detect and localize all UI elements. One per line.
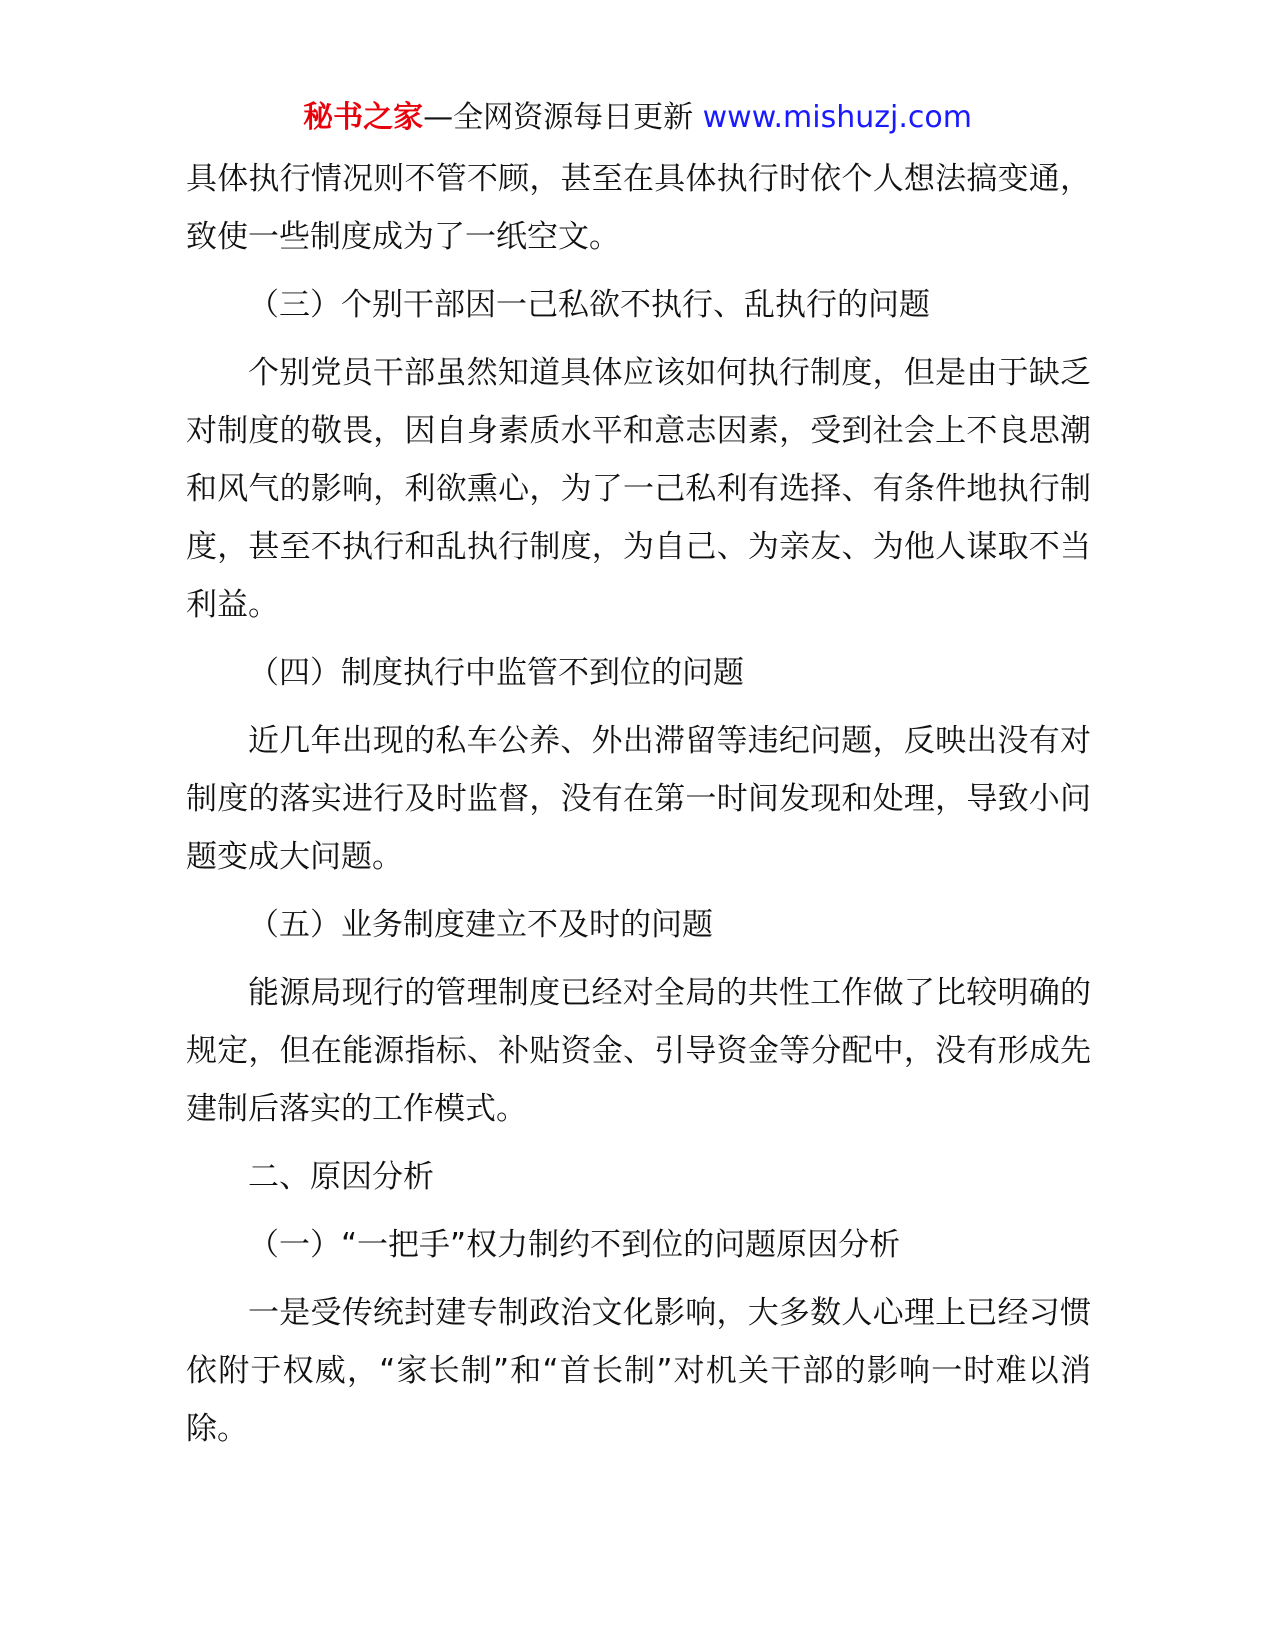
paragraph-continuation: 具体执行情况则不管不顾，甚至在具体执行时依个人想法搞变通，致使一些制度成为了一纸空文。 bbox=[186, 161, 1091, 255]
section-heading-4: （四）制度执行中监管不到位的问题 bbox=[248, 655, 744, 691]
site-url-link[interactable]: www.mishuzj.com bbox=[702, 100, 972, 135]
paragraph: 能源局现行的管理制度已经对全局的共性工作做了比较明确的规定，但在能源指标、补贴资金、引导资金等分配中，没有形成先建制后落实的工作模式。 bbox=[186, 975, 1091, 1127]
site-tagline: —全网资源每日更新 bbox=[423, 100, 694, 135]
paragraph: 近几年出现的私车公养、外出滞留等违纪问题，反映出没有对制度的落实进行及时监督，没有在第一时间发现和处理，导致小问题变成大问题。 bbox=[186, 723, 1091, 875]
site-brand: 秘书之家 bbox=[303, 100, 424, 135]
paragraph: 一是受传统封建专制政治文化影响，大多数人心理上已经习惯依附于权威，“家长制”和“首长制”对机关干部的影响一时难以消除。 bbox=[186, 1295, 1091, 1447]
site-header bbox=[0, 98, 1275, 138]
section-heading-1: （一）“一把手”权力制约不到位的问题原因分析 bbox=[248, 1227, 901, 1263]
section-heading-5: （五）业务制度建立不及时的问题 bbox=[248, 907, 713, 943]
document-body bbox=[186, 150, 1091, 1458]
section-heading-3: （三）个别干部因一己私欲不执行、乱执行的问题 bbox=[248, 287, 930, 323]
paragraph: 个别党员干部虽然知道具体应该如何执行制度，但是由于缺乏对制度的敬畏，因自身素质水平和意志因素，受到社会上不良思潮和风气的影响，利欲熏心，为了一己私利有选择、有条件地执行制度，甚至不执行和乱执行制度，为自己、为亲友、为他人谋取不当利益。 bbox=[186, 355, 1091, 623]
chapter-heading: 二、原因分析 bbox=[248, 1159, 434, 1195]
